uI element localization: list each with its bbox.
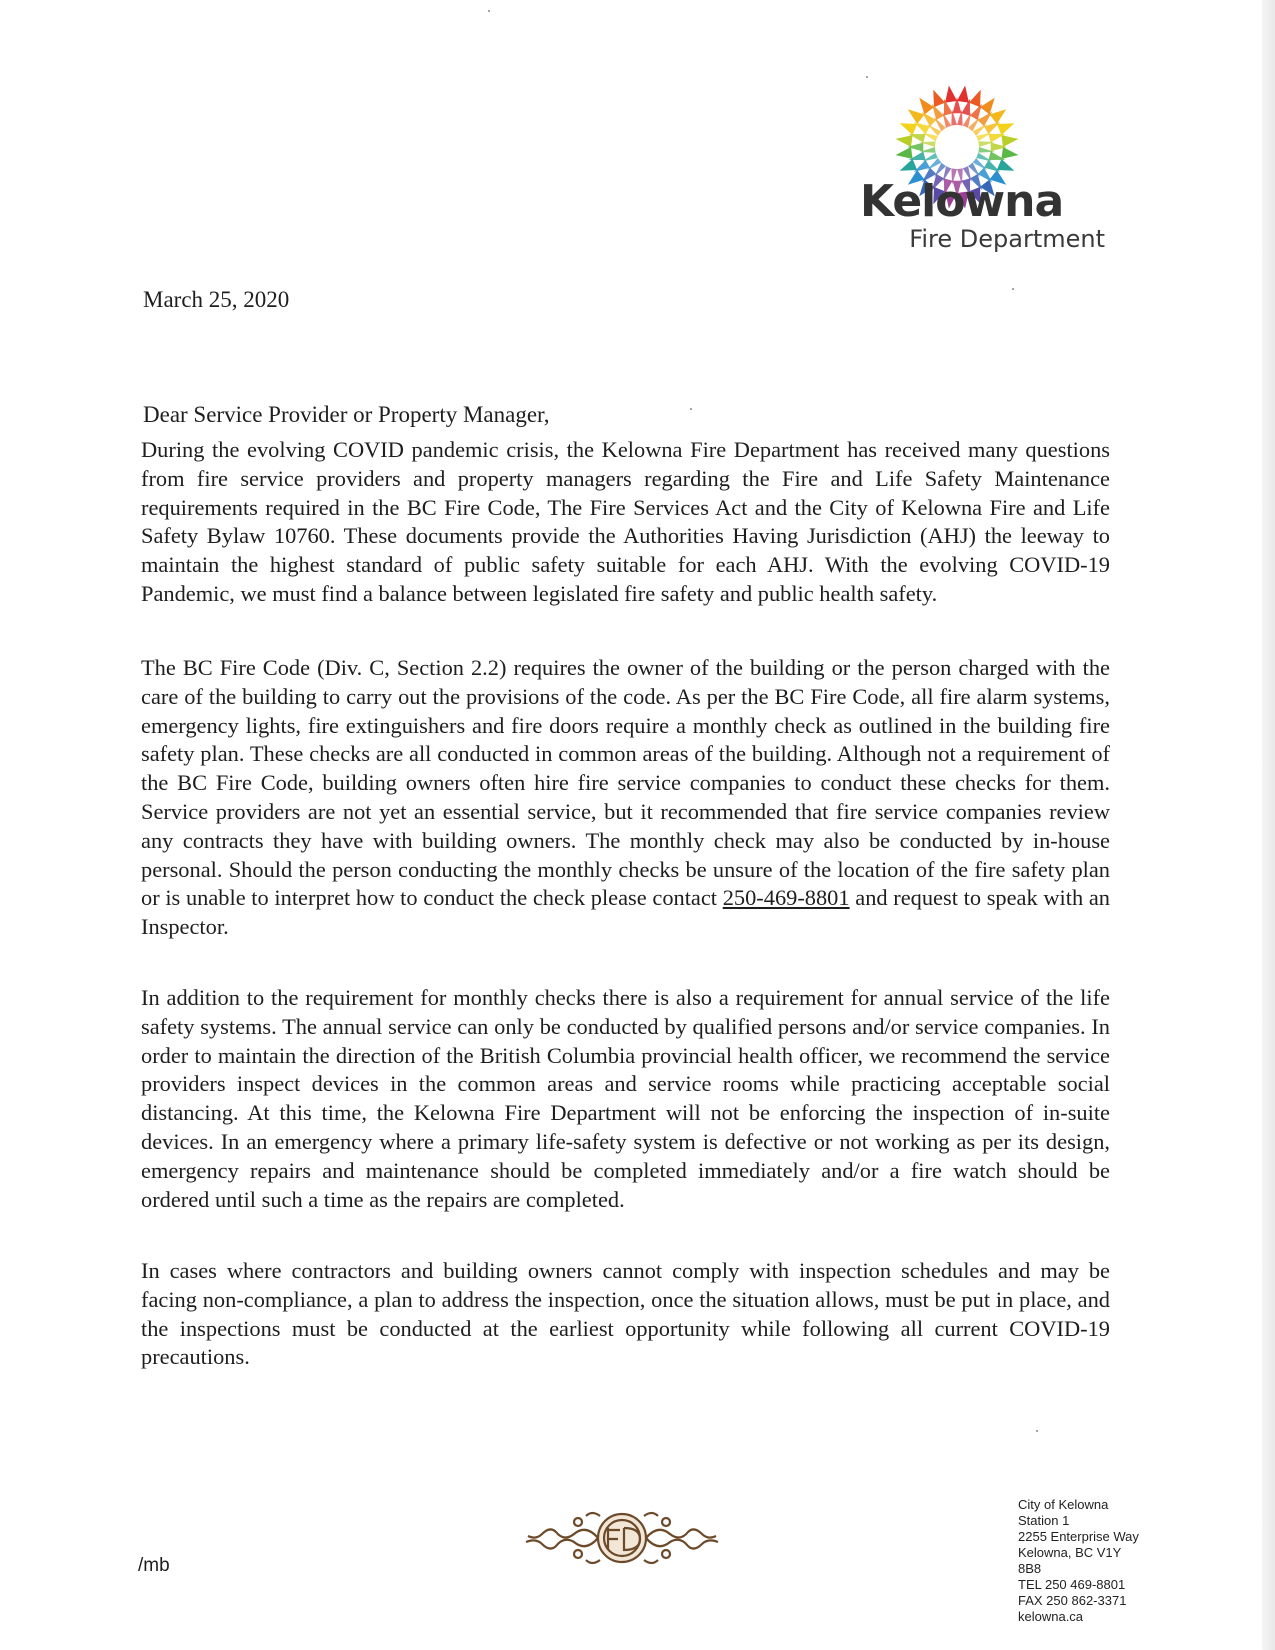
station-address [1018,1497,1178,1625]
logo-facet [984,160,1000,172]
address-line: Station 1 [1018,1513,1070,1528]
logo-facet [980,98,995,115]
address-line: kelowna.ca [1018,1609,1084,1624]
scan-speck [1012,288,1014,290]
scan-speck [866,76,868,78]
logo-facet [908,109,925,124]
address-line: 2255 Enterprise Way [1018,1529,1139,1544]
logo-facet [919,98,934,115]
logo-facet [933,90,945,107]
paragraph-2-text: The BC Fire Code (Div. C, Section 2.2) requires the owner of the building or the person charged with the care of the building to carry out the provisions of the code. As per the BC Fire Code, all fire alarm systems, emergency lights, fire extinguishers and fire doors require a monthly check as outlined in the building fire safety plan. These checks are all conducted in common areas of the building. Although not a requirement of the BC Fire Code, building owners often hire fire service companies to conduct these checks for them. Service providers are not yet an essential service, but it recommended that fire service companies review any contracts they have with building owners. The monthly check may also be conducted by in-house personal. Should the person conducting the monthly checks be unsure of the location of the fire safety plan or is unable to interpret how to conduct the check please contact [141,655,1110,911]
logo-facet [997,159,1014,171]
logo-facet [990,109,1007,124]
logo-facet [900,123,917,135]
letter-date: March 25, 2020 [143,287,290,312]
logo-facet [970,104,982,120]
paragraph-2-tail: and request to speak with an Inspector. [141,885,1110,940]
logo-facet [984,122,1000,134]
logo-facet [900,159,917,171]
logo-facet [978,112,993,127]
salutation: Dear Service Provider or Property Manager, [143,402,550,427]
address-line: FAX 250 862-3371 [1018,1593,1127,1608]
brand-name: Kelowna [860,176,1064,227]
logo-facet [914,122,930,134]
logo-facet [957,86,969,103]
logo-facet [1001,135,1018,147]
address-line: Kelowna, BC V1Y [1018,1545,1122,1560]
kfd-ornamental-seal-icon [516,1508,728,1568]
paragraph-4: In cases where contractors and building owners cannot comply with inspection schedules and may be facing non-compliance, a plan to address the inspection, once the situation allows, must be put in place, and the inspections must be conducted at the earliest opportunity while following all current COVID-19 precautions. [141,1258,1110,1370]
logo-facet [914,160,930,172]
brand-subtitle: Fire Department [909,225,1105,253]
address-line: 8B8 [1018,1561,1042,1576]
logo-facet [896,147,913,159]
scan-speck [488,10,490,12]
paragraph-2 [141,654,1110,942]
address-line: City of Kelowna [1018,1497,1109,1512]
address-line: TEL 250 469-8801 [1018,1577,1126,1592]
logo-facet [945,86,957,103]
scan-speck [1036,1430,1038,1432]
page-edge-shadow [1262,0,1275,1650]
logo-facet [932,104,944,120]
logo-facet [896,135,913,147]
phone-link[interactable]: 250-469-8801 [722,885,850,911]
logo-facet [997,123,1014,135]
paragraph-3: In addition to the requirement for monthly checks there is also a requirement for annual service of the life safety systems. The annual service can only be conducted by qualified persons and/or service companies. In order to maintain the direction of the British Columbia provincial health officer, we recommend the service providers inspect devices in the common areas and service rooms while practicing acceptable social distancing. At this time, the Kelowna Fire Department will not be enforcing the inspection of in-suite devices. In an emergency where a primary life-safety system is defective or not working as per its design, emergency repairs and maintenance should be completed immediately and/or a fire watch should be ordered until such a time as the repairs are completed. [141,985,1110,1212]
logo-facet [1001,147,1018,159]
typist-initials: /mb [138,1555,170,1576]
logo-facet [922,112,937,127]
logo-facet [969,90,981,107]
scan-speck [690,408,692,410]
logo-center [935,125,979,169]
paragraph-1: During the evolving COVID pandemic crisis, the Kelowna Fire Department has received many questions from fire service providers and property managers regarding the Fire and Life Safety Maintenance requirements required in the BC Fire Code, The Fire Services Act and the City of Kelowna Fire and Life Safety Bylaw 10760. These documents provide the Authorities Having Jurisdiction (AHJ) the leeway to maintain the highest standard of public safety suitable for each AHJ. With the evolving COVID-19 Pandemic, we must find a balance between legislated fire safety and public health safety. [141,437,1110,606]
